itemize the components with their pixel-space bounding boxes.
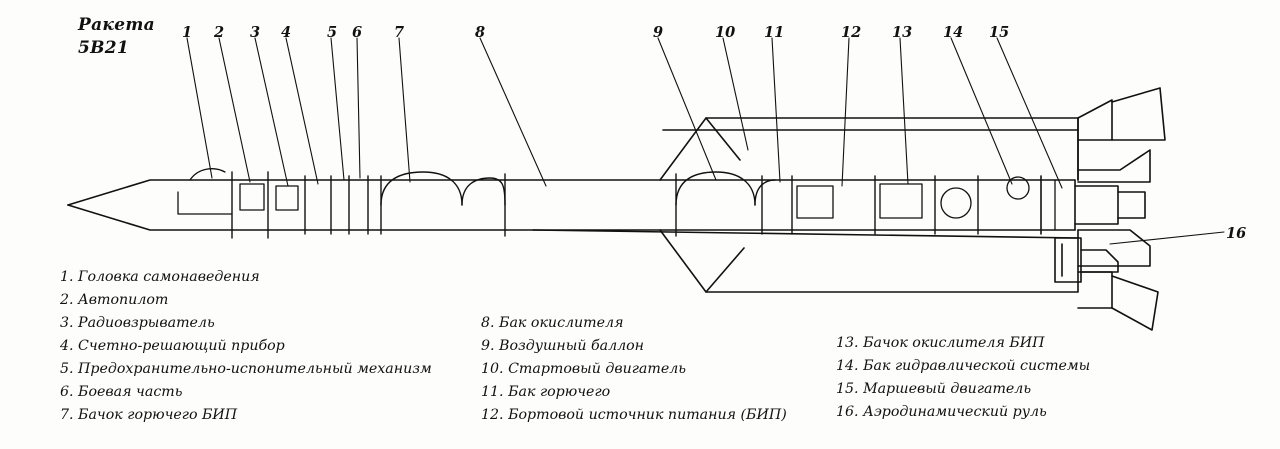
callout-3: 3 — [250, 24, 261, 41]
legend-column-1 — [60, 266, 432, 427]
callout-16: 16 — [1226, 225, 1247, 242]
legend-item-2: 2. Автопилот — [60, 292, 169, 308]
legend-item-10: 10. Стартовый двигатель — [481, 361, 686, 377]
compartment-dividers — [232, 172, 1041, 238]
callout-4: 4 — [281, 24, 292, 41]
legend-item-7: 7. Бачок горючего БИП — [60, 407, 238, 423]
title-line-1: Ракета — [78, 15, 155, 35]
lower-tail-fin — [1078, 272, 1158, 330]
internal-equipment — [240, 177, 1029, 218]
legend-item-15: 15. Маршевый двигатель — [836, 381, 1032, 397]
legend-column-2 — [481, 312, 787, 427]
legend-item-13: 13. Бачок окислителя БИП — [836, 335, 1045, 351]
seeker-head-detail — [178, 169, 232, 214]
legend-item-6: 6. Боевая часть — [60, 384, 183, 400]
title-line-2: 5В21 — [78, 37, 130, 58]
legend-item-1: 1. Головка самонаведения — [60, 269, 260, 285]
callout-9: 9 — [653, 24, 664, 41]
callout-7: 7 — [394, 24, 405, 41]
legend-item-3: 3. Радиовзрыватель — [60, 315, 215, 331]
upper-wing — [660, 118, 1078, 180]
legend-item-12: 12. Бортовой источник питания (БИП) — [481, 407, 787, 423]
legend-item-14: 14. Бак гидравлической системы — [836, 358, 1091, 374]
legend-item-8: 8. Бак окислителя — [481, 315, 624, 331]
callout-leader-lines — [187, 38, 1224, 244]
callout-15: 15 — [989, 24, 1010, 41]
callout-10: 10 — [715, 24, 736, 41]
aerodynamic-rudder — [1055, 238, 1118, 282]
legend-item-11: 11. Бак горючего — [481, 384, 611, 400]
upper-tail-fin-2 — [1078, 150, 1150, 182]
callout-14: 14 — [943, 24, 964, 41]
diagram-title — [78, 14, 155, 60]
lower-wing — [533, 230, 1078, 292]
callout-1: 1 — [182, 24, 193, 41]
callout-11: 11 — [764, 24, 785, 41]
callout-6: 6 — [352, 24, 363, 41]
tank-bulkheads — [381, 172, 775, 205]
legend-column-3 — [836, 332, 1090, 424]
missile-main-body — [68, 180, 1075, 230]
upper-tail-fin — [1078, 88, 1165, 140]
legend-item-16: 16. Аэродинамический руль — [836, 404, 1047, 420]
legend-item-4: 4. Счетно-решающий прибор — [60, 338, 285, 354]
callout-12: 12 — [841, 24, 862, 41]
callout-8: 8 — [475, 24, 486, 41]
legend-item-5: 5. Предохранительно-испонительный механизм — [60, 361, 432, 377]
callout-13: 13 — [892, 24, 913, 41]
callout-2: 2 — [214, 24, 225, 41]
main-engine-nozzle — [1075, 186, 1145, 224]
legend-item-9: 9. Воздушный баллон — [481, 338, 645, 354]
callout-5: 5 — [327, 24, 338, 41]
rear-structure — [1041, 176, 1055, 234]
lower-tail-fin-2 — [1078, 230, 1150, 266]
